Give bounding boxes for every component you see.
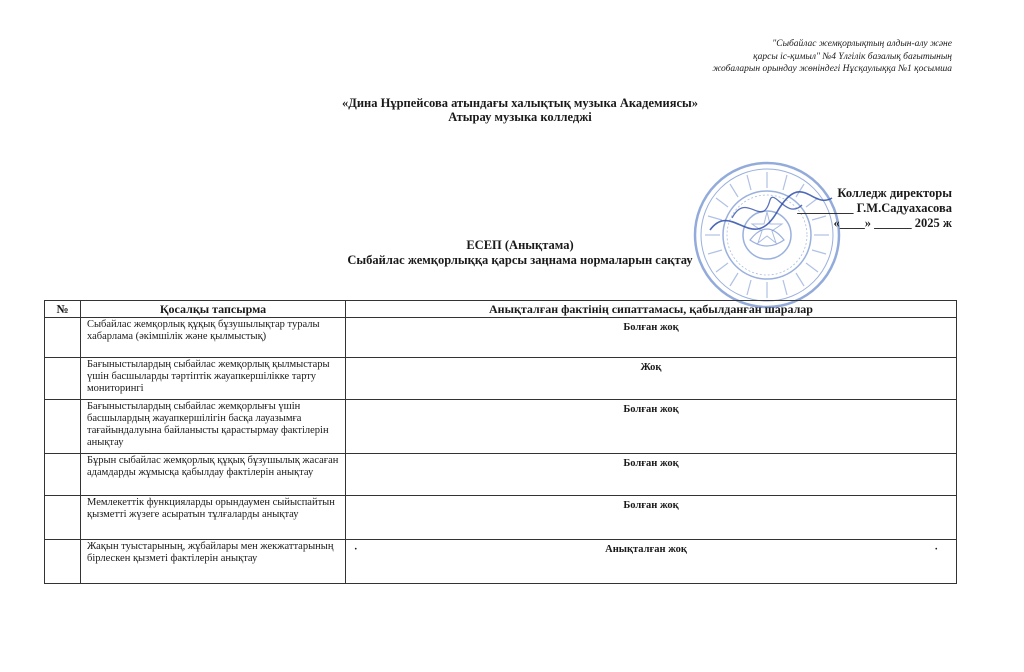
row-number-cell — [45, 540, 81, 584]
column-header-subtask: Қосалқы тапсырма — [81, 301, 346, 318]
row-number-cell — [45, 318, 81, 358]
report-heading — [240, 238, 800, 268]
table-row — [45, 496, 957, 540]
row-number-cell — [45, 454, 81, 496]
appendix-note-line: жобаларын орындау жөніндегі Нұсқаулыққа №1 қосымша — [712, 64, 952, 74]
result-cell: Болған жоқ — [346, 318, 957, 358]
result-cell: Болған жоқ — [346, 400, 957, 454]
table-row — [45, 454, 957, 496]
table-row — [45, 358, 957, 400]
organization-heading — [240, 96, 800, 124]
subtask-cell: Бұрын сыбайлас жемқорлық құқық бұзушылық жасаған адамдарды жұмысқа қабылдау фактілерін анықтау — [81, 454, 346, 496]
table-header-row — [45, 301, 957, 318]
subtask-cell: Бағыныстылардың сыбайлас жемқорлығы үшін басшылардың жауапкершілігін басқа лауазымға тағайындалуына байланысты қарастырмау фактілерін анықтау — [81, 400, 346, 454]
column-header-number: № — [45, 301, 81, 318]
row-number-cell — [45, 358, 81, 400]
appendix-note — [592, 38, 952, 76]
signature-line: _________ Г.М.Садуахасова — [797, 201, 952, 215]
subtask-cell: Бағыныстылардың сыбайлас жемқорлық қылмыстары үшін басшыларды тәртіптік жауапкершілікке тарту мониторингі — [81, 358, 346, 400]
result-cell: Болған жоқ — [346, 496, 957, 540]
table-row — [45, 318, 957, 358]
approval-date: «____» ______ 2025 ж — [833, 216, 952, 230]
bullet-mark: · — [354, 544, 358, 555]
result-cell: Жоқ — [346, 358, 957, 400]
subtask-cell: Сыбайлас жемқорлық құқық бұзушылықтар туралы хабарлама (әкімшілік және қылмыстық) — [81, 318, 346, 358]
report-subtitle: Сыбайлас жемқорлыққа қарсы заңнама нормаларын сақтау — [347, 253, 693, 267]
approval-block — [712, 186, 952, 231]
report-title: ЕСЕП (Анықтама) — [466, 238, 574, 252]
row-number-cell — [45, 400, 81, 454]
row-number-cell — [45, 496, 81, 540]
table-row — [45, 400, 957, 454]
approval-title: Колледж директоры — [837, 186, 952, 200]
appendix-note-line: "Сыбайлас жемқорлықтың алдын-алу және — [772, 39, 952, 49]
official-seal — [692, 160, 842, 310]
result-text: Анықталған жоқ — [605, 544, 687, 555]
table-row — [45, 540, 957, 584]
subtask-cell: Мемлекеттік функцияларды орындаумен сыйыспайтын қызметті жүзеге асыратын тұлғаларды анықтау — [81, 496, 346, 540]
result-cell — [346, 540, 957, 584]
appendix-note-line: қарсы іс-қимыл" №4 Үлгілік базалық бағытының — [753, 51, 952, 62]
result-cell: Болған жоқ — [346, 454, 957, 496]
report-table — [44, 300, 957, 584]
academy-name: «Дина Нұрпейсова атындағы халықтық музыка Академиясы» — [341, 96, 699, 110]
subtask-cell: Жақын туыстарының, жұбайлары мен жекжаттарының бірлескен қызметі фактілерін анықтау — [81, 540, 346, 584]
college-name: Атырау музыка колледжі — [448, 110, 592, 124]
bullet-mark: · — [934, 544, 938, 555]
column-header-description: Анықталған фактінің сипаттамасы, қабылданған шаралар — [346, 301, 957, 318]
